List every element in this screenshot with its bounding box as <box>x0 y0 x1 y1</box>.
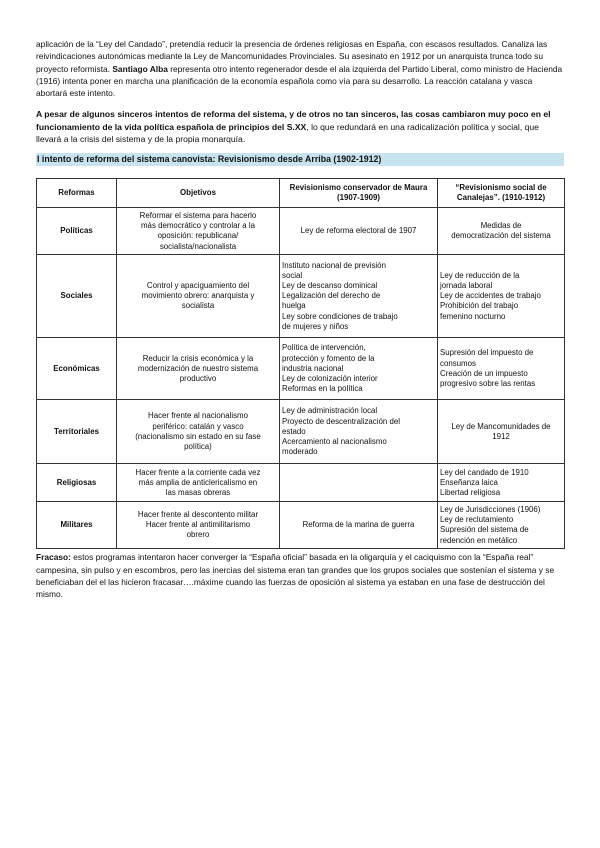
cell-line: Medidas de <box>480 221 522 231</box>
cell-line: social <box>282 270 303 280</box>
cell-line: modernización de nuestro sistema <box>137 363 259 373</box>
cell-line: Hacer frente a la corriente cada vez <box>135 467 261 477</box>
cell-line: oposición: republicana/ <box>157 231 239 241</box>
intro-text-2: representa otro intento regenerador desde el ala izquierda del Partido Liberal, como ministro de Hacienda (1916) intenta poner en marcha una planificación de la economía española como vía para su desarrollo. La reacción catalana y vasca abortará este intento. <box>36 63 563 99</box>
cell-line: Legalización del derecho de <box>282 291 381 301</box>
document-page <box>36 38 564 601</box>
cell-line: femenino nocturno <box>440 311 506 321</box>
cell-line: Ley de administración local <box>282 406 378 416</box>
row-reforma-label: Sociales <box>37 255 117 338</box>
canalejas-cell <box>438 338 565 400</box>
cell-line: Acercamiento al nacionalismo <box>282 436 387 446</box>
row-reforma-label: Políticas <box>37 208 117 255</box>
cell-line: Supresión del sistema de <box>440 525 529 535</box>
failure-text: estos programas intentaron hacer converger la “España oficial” basada en la oligarquía y el caciquismo con la “España real” campesina, sin pulso y en escombros, pero las inercias del sistema eran tan grandes que los grupos sociales que sostenían el sistema y se beneficiaban del el las hicieron fracasar….máxime cuando las fuerzas de oposición al sistema ya estaban en una fase de destrucción del mismo. <box>36 552 555 600</box>
summary-bold: A pesar de algunos sinceros intentos de reforma del sistema, y de otros no tan sinceros, las cosas cambiaron muy poco en el funcionamiento de la vida política española de principios del S.XX <box>36 109 551 132</box>
maura-cell <box>280 208 438 255</box>
cell-line: Enseñanza laica <box>440 477 498 487</box>
cell-line: Instituto nacional de previsión <box>282 260 386 270</box>
objetivos-cell <box>117 400 280 464</box>
cell-line: estado <box>282 426 306 436</box>
row-reforma-label: Religiosas <box>37 464 117 502</box>
cell-line: Control y apaciguamiento del <box>146 281 250 291</box>
cell-line: Hacer frente al nacionalismo <box>148 411 248 421</box>
cell-line: socialista/nacionalista <box>159 241 237 251</box>
summary-normal: , lo que redundará en una radicalización política y social, que llevará a la crisis del sistema y de la propia monarquía. <box>36 121 539 145</box>
cell-line: consumos <box>440 358 476 368</box>
cell-line: Reformar el sistema para hacerlo <box>139 210 257 220</box>
cell-line: (nacionalismo sin estado en su fase <box>135 431 261 441</box>
maura-cell <box>280 502 438 549</box>
canalejas-cell <box>438 502 565 549</box>
cell-line: redención en metálico <box>440 535 518 545</box>
row-reforma-label: Territoriales <box>37 400 117 464</box>
cell-line: Reformas en la política <box>282 384 363 394</box>
row-reforma-label: Económicas <box>37 338 117 400</box>
cell-line: industria nacional <box>282 363 344 373</box>
cell-line: 1912 <box>492 431 510 441</box>
cell-line: periférico: catalán y vasco <box>152 421 244 431</box>
cell-line: Libertad religiosa <box>440 487 501 497</box>
table-row <box>37 464 565 502</box>
cell-line: más democrático y controlar a la <box>140 221 256 231</box>
header-maura: Revisionismo conservador de Maura (1907-1909) <box>280 179 438 208</box>
cell-line: Ley de reducción de la <box>440 270 520 280</box>
cell-line: Ley de Jurisdicciones (1906) <box>440 504 541 514</box>
cell-line: Ley de reforma electoral de 1907 <box>300 226 417 236</box>
maura-cell <box>280 338 438 400</box>
reforms-table <box>36 178 565 549</box>
santiago-alba-name: Santiago Alba <box>112 63 168 74</box>
cell-line: Ley de reclutamiento <box>440 515 514 525</box>
objetivos-cell <box>117 464 280 502</box>
table-row <box>37 502 565 549</box>
failure-paragraph <box>36 551 564 600</box>
cell-line: Hacer frente al descontento militar <box>137 510 259 520</box>
section-title: I intento de reforma del sistema canovista: Revisionismo desde Arriba (1902-1912) <box>36 153 564 166</box>
failure-label: Fracaso: <box>36 552 71 563</box>
cell-line: protección y fomento de la <box>282 353 375 363</box>
table-row <box>37 338 565 400</box>
table-row <box>37 208 565 255</box>
cell-line: Creación de un impuesto <box>440 368 528 378</box>
maura-cell <box>280 400 438 464</box>
cell-line: Reforma de la marina de guerra <box>302 520 415 530</box>
canalejas-cell <box>438 464 565 502</box>
objetivos-cell <box>117 502 280 549</box>
cell-line: jornada laboral <box>440 281 493 291</box>
objetivos-cell <box>117 208 280 255</box>
canalejas-cell <box>438 255 565 338</box>
cell-line: movimiento obrero: anarquista y <box>141 291 255 301</box>
cell-line: Ley de accidentes de trabajo <box>440 291 541 301</box>
row-reforma-label: Militares <box>37 502 117 549</box>
cell-line: más amplia de anticlericalismo en <box>138 477 258 487</box>
maura-cell <box>280 464 438 502</box>
cell-line: democratización del sistema <box>451 231 551 241</box>
cell-line: Ley de colonización interior <box>282 373 378 383</box>
objetivos-cell <box>117 338 280 400</box>
cell-line: Hacer frente al antimilitarismo <box>145 520 251 530</box>
cell-line: política) <box>184 442 212 452</box>
cell-line: Ley de Mancomunidades de <box>451 421 551 431</box>
cell-line: moderado <box>282 447 318 457</box>
objetivos-cell <box>117 255 280 338</box>
table-header-row <box>37 179 565 208</box>
cell-line: Ley del candado de 1910 <box>440 467 529 477</box>
header-reformas: Reformas <box>37 179 117 208</box>
cell-line: Prohibición del trabajo <box>440 301 519 311</box>
cell-line: Supresión del impuesto de <box>440 348 534 358</box>
intro-paragraph <box>36 38 564 99</box>
intro-text-1: aplicación de la “Ley del Candado”, pretendía reducir la presencia de órdenes religiosas en España, con escasos resultados. Canaliza las reivindicaciones autonómicas mediante la Ley de Mancomunidades Provinciales. Su asesinato en 1912 por un anarquista trunca todo su proyecto reformista. <box>36 39 548 74</box>
canalejas-cell <box>438 208 565 255</box>
summary-paragraph <box>36 108 564 145</box>
canalejas-cell <box>438 400 565 464</box>
cell-line: Proyecto de descentralización del <box>282 416 400 426</box>
header-canalejas: “Revisionismo social de Canalejas”. (1910-1912) <box>438 179 565 208</box>
cell-line: las masas obreras <box>165 487 231 497</box>
cell-line: Política de intervención, <box>282 343 366 353</box>
table-row <box>37 400 565 464</box>
cell-line: Ley de descanso dominical <box>282 281 378 291</box>
cell-line: progresivo sobre las rentas <box>440 379 536 389</box>
cell-line: productivo <box>179 373 217 383</box>
cell-line: socialista <box>181 301 215 311</box>
maura-cell <box>280 255 438 338</box>
header-objetivos: Objetivos <box>117 179 280 208</box>
cell-line: huelga <box>282 301 306 311</box>
cell-line: de mujeres y niños <box>282 321 349 331</box>
cell-line: Ley sobre condiciones de trabajo <box>282 311 398 321</box>
cell-line: obrero <box>186 530 210 540</box>
table-row <box>37 255 565 338</box>
cell-line: Reducir la crisis económica y la <box>142 353 254 363</box>
